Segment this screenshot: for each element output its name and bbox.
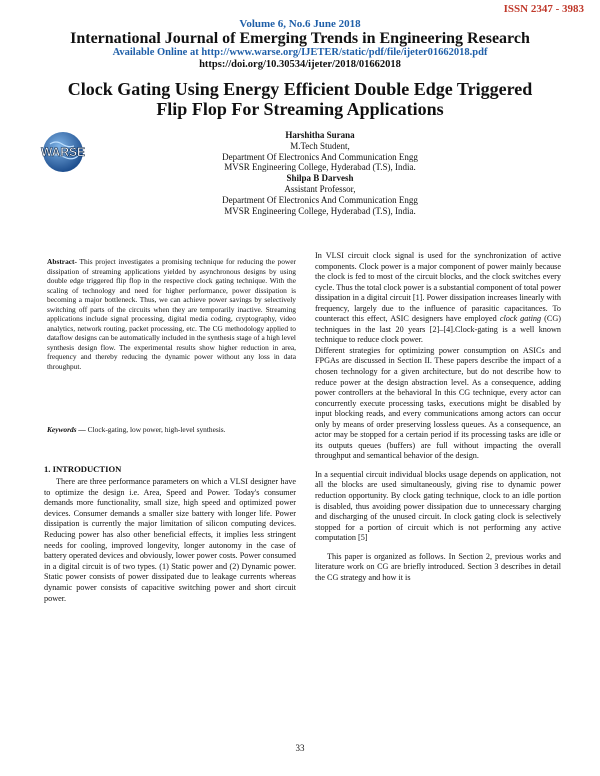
abstract xyxy=(47,257,296,371)
keywords-label: Keywords — xyxy=(47,425,86,434)
right-p1-emphasis: clock gating xyxy=(499,314,542,324)
right-column-body xyxy=(315,251,561,583)
journal-title: International Journal of Emerging Trends in Engineering Research xyxy=(70,30,530,47)
author-2-role: Assistant Professor, xyxy=(284,183,356,194)
author-2-name: Shilpa B Darvesh xyxy=(286,173,354,184)
keywords xyxy=(47,425,296,435)
right-p1-before: In VLSI circuit clock signal is used for the synchronization of active components. Clock power is a major component of power mainly because the clock is fed to most of the circuit blocks, and the clock switches every cycle. Thus the total clock power is a substantial component of total power dissipation in a digital circuit [1]. Power dissipation increases linearly with frequency, largely due to the influence of parasitic capacitances. To counteract this effect, ASIC designers have employed xyxy=(315,251,561,324)
section-heading-introduction: 1. INTRODUCTION xyxy=(44,464,122,474)
author-1-dept: Department Of Electronics And Communication Engg xyxy=(222,151,418,162)
volume-line: Volume 6, No.6 June 2018 xyxy=(239,18,361,30)
paper-title xyxy=(40,79,560,119)
author-1-name: Harshitha Surana xyxy=(285,130,355,140)
page-number: 33 xyxy=(295,743,305,753)
doi-link[interactable]: https://doi.org/10.30534/ijeter/2018/01662018 xyxy=(199,59,401,70)
right-p1-after: (CG) techniques in the last 20 years [2]–[4].Clock-gating is a well known technique to reduce clock power. xyxy=(315,314,562,345)
abstract-label: Abstract- xyxy=(47,257,77,266)
author-block xyxy=(150,130,490,216)
right-paragraph-1 xyxy=(315,251,561,346)
keywords-text: Clock-gating, low power, high-level synthesis. xyxy=(87,425,226,434)
warse-logo xyxy=(34,130,92,174)
available-online-link[interactable]: Available Online at http://www.warse.org/IJETER/static/pdf/file/ijeter01662018.pdf xyxy=(112,47,488,58)
issn: ISSN 2347 - 3983 xyxy=(503,3,584,15)
left-column-body xyxy=(44,477,296,604)
paper-title-line1: Clock Gating Using Energy Efficient Double Edge Triggered xyxy=(67,79,533,99)
right-paragraph-4: This paper is organized as follows. In Section 2, previous works and literature work on CG are briefly introduced. Section 3 describes in detail the CG strategy and how it is xyxy=(315,551,561,582)
author-1-role: M.Tech Student, xyxy=(290,140,350,151)
abstract-text: This project investigates a promising technique for reducing the power dissipation of streaming applications yielded by asynchronous designs by using double edge triggered flip flop in the respective clock gating technique. With the scaling of technology and need for higher performance, power dissipation is becoming a major bottleneck. Thus, we can achieve power savings by selectively switching off parts of the circuits when they are temporarily inactive. Streaming applications include signal processing, digital media coding, cryptography, video analytics, network routing, packet processing, etc. The CG methodology applied to dataflow designs can be automatically included in the synthesis stage of a high level synthesis design flow. The experimental results show higher reduction in area, frequency and thereby reducing the dynamic power without any loss in data throughput. xyxy=(47,257,296,371)
logo-text: WARSE xyxy=(40,145,86,159)
author-2-dept: Department Of Electronics And Communication Engg xyxy=(222,194,418,205)
author-2-college: MVSR Engineering College, Hyderabad (T.S), India. xyxy=(224,205,416,216)
intro-paragraph-1: There are three performance parameters on which a VLSI designer have to optimize the design i.e. Area, Speed and Power. Today's consumer demands more functionality, small size, high speed and optimized power devices. Consumer demands a smaller size battery with longer life. Power dissipation is currently the major limitation of silicon computing devices. Reducing power has also other beneficial effects, it implies less stringent needs for cooling, improved longevity, longer autonomy in the case of battery operated devices and obviously, lower power costs. Power consumed in a digital circuit is of two types. (1) Static power and (2) Dynamic power. Static power consists of power dissipated due to leakage currents whereas dynamic power consists of capacitive switching power and short circuit power. xyxy=(44,477,296,603)
right-paragraph-2: Different strategies for optimizing power consumption on ASICs and FPGAs are discussed in Section II. These papers describe the impact of a chosen technology for a given architecture, but do not describe how to reduce power at the design abstraction level. As a consequence, adding power controllers at the behavioral In this CG technique, every actor can concurrently execute processing tasks, executions might be disabled by input blocking reads, and every communications among actors can occur only by means of order preserving lossless queues. As a consequence, an actor may be stopped for a certain period if its processing tasks are idle or its outputs queues (buffers) are full without impacting the overall throughput and semantical behavior of the design. xyxy=(315,345,561,461)
right-paragraph-3: In a sequential circuit individual blocks usage depends on application, not all the blocks are used simultaneously, giving rise to dynamic power reduction opportunity. By clock gating technique, clock to an idle portion is disabled, thus avoiding power dissipation due to unnecessary charging and discharging of the unused circuit. In clock gating clock is selectively stopped for a portion of circuit which is not performing any active computation [5] xyxy=(315,469,561,543)
author-1-college: MVSR Engineering College, Hyderabad (T.S), India. xyxy=(224,162,416,173)
paper-title-line2: Flip Flop For Streaming Applications xyxy=(156,99,444,119)
